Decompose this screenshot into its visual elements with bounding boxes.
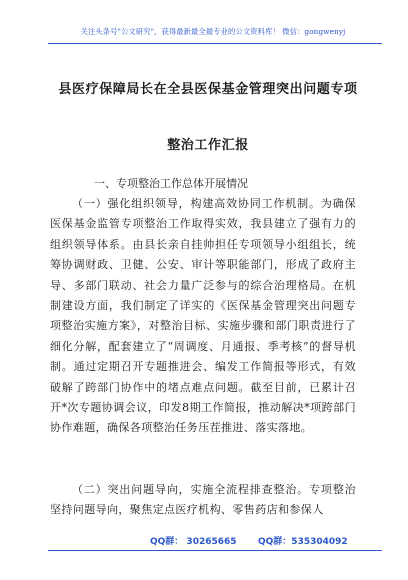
footer-qq-group-1: QQ群： 30265665: [150, 537, 237, 547]
footer-divider: [48, 550, 382, 551]
paragraph-problem-oriented: （二）突出问题导向，实施全流程排查整治。专项整治坚持问题导向，聚焦定点医疗机构、零售药店和参保人: [50, 483, 356, 517]
paragraph-organization: （一）强化组织领导，构建高效协同工作机制。为确保医保基金监管专项整治工作取得实效，我县建立了强有力的组织领导体系。由县长亲自挂帅担任专项领导小组组长，统筹协调财政、卫健、公安、审计等职能部门，形成了政府主导、多部门联动、社会力量广泛参与的综合治理格局。在机制建设方面，我们制定了详实的《医保基金管理突出问题专项整治实施方案》，对整治目标、实施步骤和部门职责进行了细化分解，配套建立了“周调度、月通报、季考核”的督导机制。通过定期召开专题推进会、编发工作简报等形式，有效破解了跨部门协作中的堵点难点问题。截至目前，已累计召开*次专题协调会议，印发8期工作简报，推动解决*项跨部门协作难题，确保各项整治任务压茬推进、落实落地。: [50, 197, 356, 435]
section-heading: 一、专项整治工作总体开展情况: [94, 177, 248, 190]
header-divider: [48, 43, 382, 44]
document-title: 县医疗保障局长在全县医保基金管理突出问题专项整治工作汇报: [58, 82, 358, 153]
footer-qq-group-2: QQ群：535304092: [258, 537, 348, 547]
header-banner: 关注头条号"公文研究"，获得最新最全最专业的公文资料库！ 微信：gongwenyj: [80, 27, 346, 36]
